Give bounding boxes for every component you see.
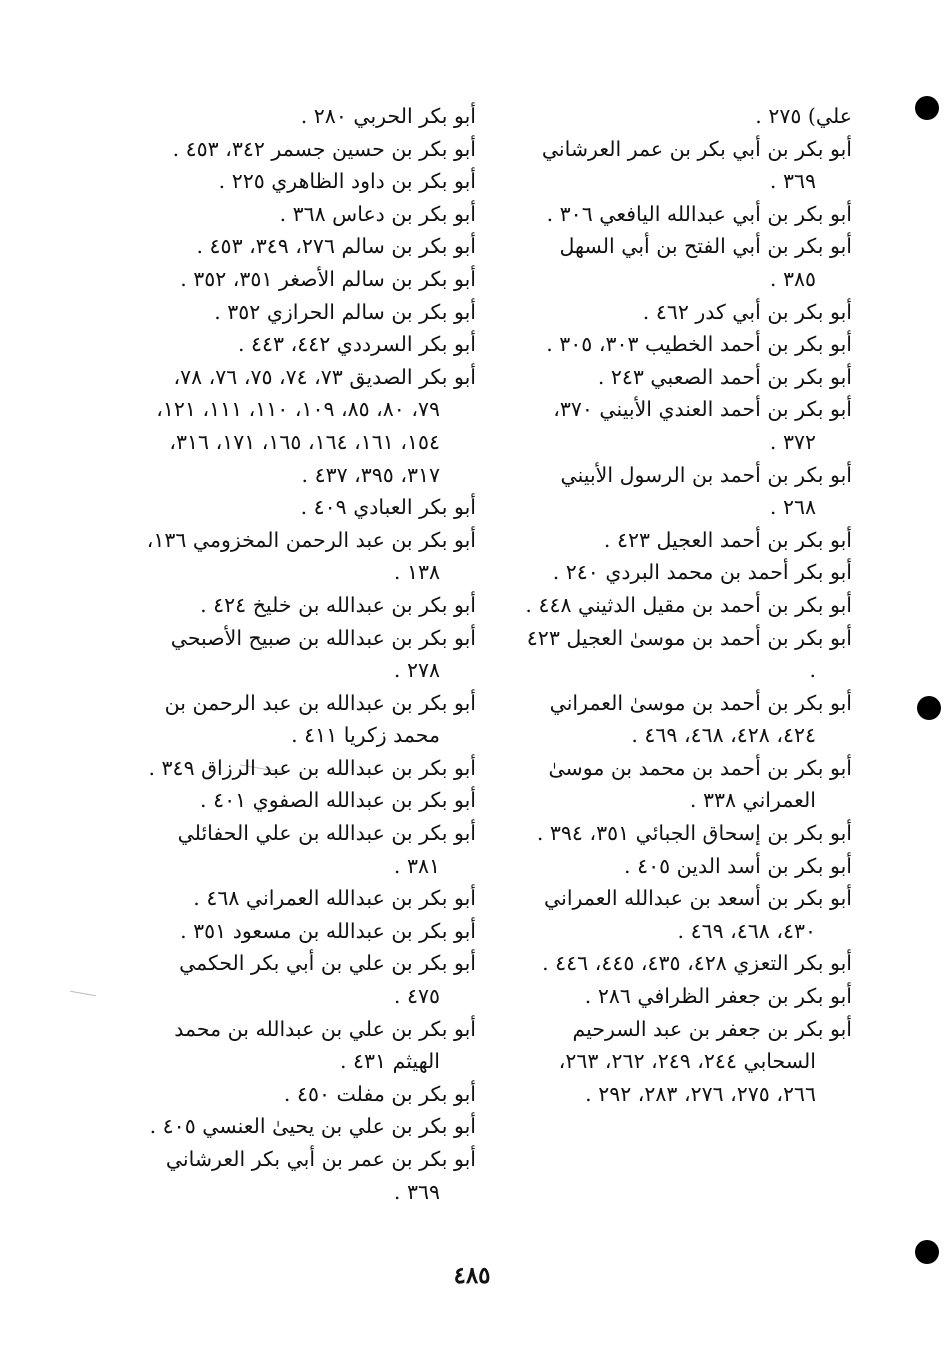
- index-entry: أبو بكر بن أحمد العندي الأبيني ٣٧٠، ٣٧٢ .: [553, 397, 852, 454]
- index-entry: أبو بكر أحمد بن محمد البردي ٢٤٠ .: [552, 560, 852, 585]
- index-entry: أبو بكر بن داود الظاهري ٢٢٥ .: [218, 169, 476, 194]
- index-entry: أبو بكر بن سالم ٢٧٦، ٣٤٩، ٤٥٣ .: [196, 234, 476, 259]
- index-entry: أبو بكر بن سالم الحرازي ٣٥٢ .: [214, 299, 476, 324]
- index-entry: أبو بكر بن سالم الأصغر ٣٥١، ٣٥٢ .: [180, 266, 476, 291]
- index-entry: أبو بكر بن عبدالله بن علي الحفائلي ٣٨١ .: [177, 821, 476, 878]
- index-entry: أبو بكر بن أحمد بن محمد بن موسىٰ العمراني ٣٣٨ .: [548, 755, 852, 813]
- index-entry: أبو بكر بن أبي بكر بن عمر العرشاني ٣٦٩ .: [541, 136, 852, 194]
- index-entry: أبو بكر بن أسعد بن عبدالله العمراني ٤٣٠، ٤٦٨، ٤٦٩ .: [544, 886, 852, 943]
- index-entry: أبو بكر بن حسين جسمر ٣٤٢، ٤٥٣ .: [172, 136, 476, 161]
- index-entry: أبو بكر بن جعفر بن عبد السرحيم السحابي ٢٤٤، ٢٤٩، ٢٦٢، ٢٦٣، ٢٦٦، ٢٧٥، ٢٧٦، ٢٨٣، ٢٩٢ .: [558, 1016, 852, 1106]
- index-entry: أبو بكر بن عبد الرحمن المخزومي ١٣٦، ١٣٨ .: [146, 527, 476, 585]
- index-entry: أبو بكر بن أحمد بن موسىٰ العمراني ٤٢٤، ٤٢٨، ٤٦٨، ٤٦٩ .: [549, 690, 852, 748]
- index-entry: أبو بكر بن عبدالله الصفوي ٤٠١ .: [200, 788, 476, 813]
- index-entry: أبو بكر بن دعاس ٣٦٨ .: [279, 201, 476, 226]
- index-entry: أبو بكر بن علي بن أبي بكر الحكمي ٤٧٥ .: [179, 951, 476, 1009]
- index-entry: أبو بكر بن عبدالله بن خليخ ٤٢٤ .: [200, 592, 476, 617]
- binding-hole-icon: [915, 1240, 939, 1264]
- index-entry: أبو بكر بن علي بن يحيىٰ العنسي ٤٠٥ .: [149, 1114, 476, 1139]
- index-entry: أبو بكر بن أحمد بن مقيل الدثيني ٤٤٨ .: [525, 592, 852, 617]
- index-entry: أبو بكر بن أحمد العجيل ٤٢٣ .: [603, 527, 852, 552]
- index-entry: أبو بكر بن عبدالله بن مسعود ٣٥١ .: [180, 918, 476, 943]
- scan-artifact: [70, 991, 96, 996]
- index-entry: أبو بكر بن أبي عبدالله اليافعي ٣٠٦ .: [546, 201, 852, 226]
- index-entry: أبو بكر بن أبي الفتح بن أبي السهل ٣٨٥ .: [559, 234, 852, 291]
- index-entry: أبو بكر بن جعفر الظرافي ٢٨٦ .: [584, 984, 852, 1009]
- index-entry: علي) ٢٧٥ .: [755, 104, 852, 128]
- index-entry: أبو بكر بن أسد الدين ٤٠٥ .: [624, 853, 852, 878]
- index-entry: أبو بكر بن أحمد الخطيب ٣٠٣، ٣٠٥ .: [546, 332, 852, 357]
- index-entry: أبو بكر بن عبدالله بن صبيح الأصبحي ٢٧٨ .: [170, 625, 476, 683]
- index-entry: أبو بكر بن أحمد الصعبي ٢٤٣ .: [597, 364, 852, 389]
- index-entry: أبو بكر بن مفلت ٤٥٠ .: [283, 1081, 476, 1106]
- binding-hole-icon: [915, 96, 939, 120]
- index-entry: أبو بكر بن عبدالله بن عبد الرزاق ٣٤٩ .: [148, 755, 476, 780]
- index-entry: أبو بكر بن عبدالله العمراني ٤٦٨ .: [193, 886, 476, 911]
- index-entry: أبو بكر بن أحمد بن موسىٰ العجيل ٤٢٣ .: [526, 625, 852, 683]
- index-entry: أبو بكر السرددي ٤٤٢، ٤٤٣ .: [237, 332, 476, 357]
- index-entry: أبو بكر بن عبدالله بن عبد الرحمن بن محمد زكريا ٤١١ .: [164, 690, 476, 748]
- index-column-left: [146, 100, 476, 1208]
- index-entry: أبو بكر بن علي بن عبدالله بن محمد الهيثم ٤٣١ .: [174, 1016, 476, 1074]
- index-entry: أبو بكر بن أبي كدر ٤٦٢ .: [642, 299, 852, 324]
- index-entry: أبو بكر بن أحمد بن الرسول الأبيني ٢٦٨ .: [560, 462, 852, 520]
- index-entry: أبو بكر التعزي ٤٢٨، ٤٣٥، ٤٤٥، ٤٤٦ .: [542, 951, 852, 976]
- index-entry: أبو بكر بن إسحاق الجبائي ٣٥١، ٣٩٤ .: [536, 821, 852, 846]
- index-entry: أبو بكر العبادي ٤٠٩ .: [300, 495, 476, 520]
- index-column-right: [522, 100, 852, 1110]
- index-entry: أبو بكر الحربي ٢٨٠ .: [300, 104, 476, 128]
- page-number: ٤٨٥: [453, 1262, 491, 1289]
- binding-hole-icon: [917, 696, 941, 720]
- index-entry: أبو بكر بن عمر بن أبي بكر العرشاني ٣٦٩ .: [165, 1147, 476, 1204]
- index-entry: أبو بكر الصديق ٧٣، ٧٤، ٧٥، ٧٦، ٧٨، ٧٩، ٨٠، ٨٥، ١٠٩، ١١٠، ١١١، ١٢١، ١٥٤، ١٦١، ١٦٤، ١٦٥، ١٧١، ٣١٦، ٣١٧، ٣٩٥، ٤٣٧ .: [156, 364, 476, 487]
